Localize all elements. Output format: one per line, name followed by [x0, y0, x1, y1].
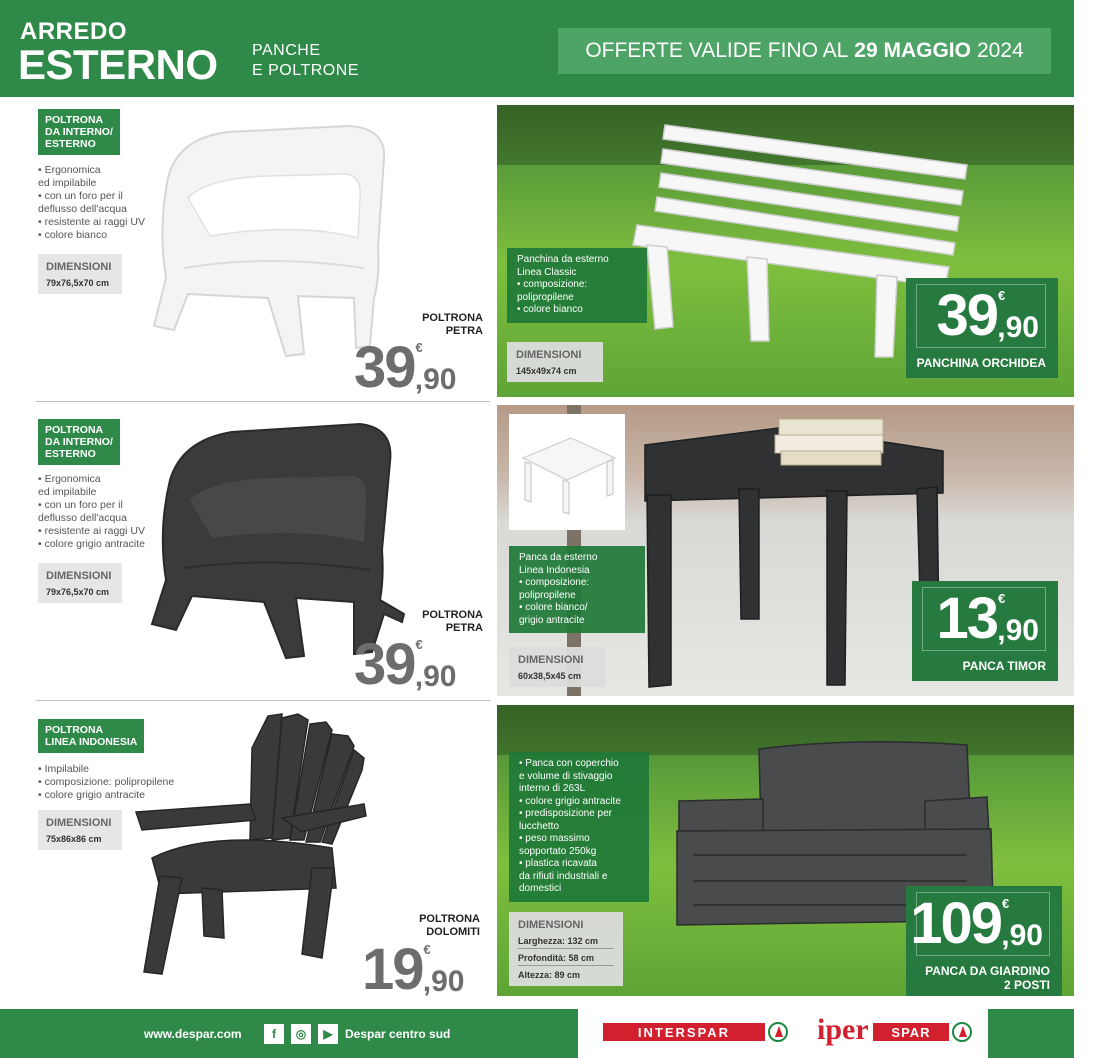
price-tag — [916, 284, 1046, 348]
price-box — [906, 278, 1058, 378]
dimensions-depth: Profondità: 58 cm — [518, 953, 614, 966]
brand-title-large: ESTERNO — [18, 41, 218, 88]
price-currency: € — [1002, 896, 1010, 911]
header-banner — [0, 0, 1074, 97]
description-line: • colore bianco — [517, 304, 583, 315]
price-tag — [354, 632, 457, 697]
description-line: da rifiuti industriali e — [519, 870, 608, 882]
product-description — [509, 752, 649, 902]
dimensions-title: DIMENSIONI — [46, 570, 112, 582]
description-line: polipropilene — [519, 589, 576, 601]
product-name: PANCA TIMOR — [962, 659, 1046, 673]
product-name-line1: POLTRONA — [419, 913, 480, 925]
spar-tree-icon — [952, 1022, 972, 1042]
price-currency: € — [998, 288, 1006, 303]
feature-line: ed impilabile — [38, 177, 97, 189]
dimensions-title: DIMENSIONI — [518, 654, 584, 666]
offer-date: 29 MAGGIO — [854, 39, 971, 62]
price-tag — [922, 587, 1046, 651]
description-line: Panchina da esterno — [517, 254, 609, 265]
dimensions-value: 145x49x74 cm — [516, 366, 577, 376]
product-description — [507, 248, 647, 323]
description-line: lucchetto — [519, 820, 560, 832]
brand-title-small: ARREDO — [20, 18, 128, 45]
section-divider — [36, 700, 490, 701]
tag-line: POLTRONA — [45, 724, 104, 736]
product-name-line1: POLTRONA — [422, 312, 483, 324]
price-decimal: ,90 — [997, 614, 1039, 647]
product-tag — [38, 109, 120, 155]
adirondack-chair-image — [132, 708, 372, 978]
product-inset-photo — [509, 414, 625, 530]
product-name-line2: PETRA — [445, 622, 483, 634]
social-handle: Despar centro sud — [345, 1027, 451, 1041]
books-image — [775, 419, 883, 465]
dimensions-box — [509, 912, 623, 986]
description-line: e volume di stivaggio — [519, 770, 613, 782]
description-line: interno di 263L — [519, 783, 586, 794]
product-tag — [38, 419, 120, 465]
price-tag — [354, 335, 457, 400]
price-integer: 19 — [362, 937, 423, 1002]
tag-line: LINEA INDONESIA — [45, 736, 138, 748]
dimensions-box — [38, 810, 122, 850]
product-features — [38, 473, 145, 551]
description-line: • composizione: — [519, 577, 590, 588]
website-link[interactable]: www.despar.com — [144, 1027, 242, 1041]
tag-line: ESTERNO — [45, 138, 96, 150]
product-name-line1: PANCA DA GIARDINO — [925, 964, 1050, 978]
description-line: • colore grigio antracite — [519, 795, 621, 807]
dimensions-title: DIMENSIONI — [518, 919, 584, 931]
dimensions-title: DIMENSIONI — [46, 817, 112, 829]
product-name-line2: PETRA — [445, 325, 483, 337]
feature-line: • colore grigio antracite — [38, 789, 145, 801]
price-integer: 39 — [936, 283, 998, 348]
description-line: grigio antracite — [519, 614, 585, 626]
feature-line: • colore grigio antracite — [38, 538, 145, 550]
tag-line: POLTRONA — [45, 424, 104, 436]
description-line: sopportato 250kg — [519, 845, 597, 857]
feature-line: • Ergonomica — [38, 473, 101, 485]
description-line: Panca da esterno — [519, 552, 598, 563]
feature-line: • Impilabile — [38, 763, 89, 775]
product-name: PANCHINA ORCHIDEA — [916, 356, 1046, 370]
product-name-line2: DOLOMITI — [426, 926, 480, 938]
feature-line: • con un foro per il — [38, 190, 123, 202]
price-currency: € — [415, 340, 423, 355]
category-subtitle-line2: E POLTRONE — [252, 62, 359, 79]
description-line: Linea Classic — [517, 266, 577, 278]
interspar-logo: INTERSPAR — [603, 1023, 765, 1041]
product-name-line2: 2 POSTI — [1003, 978, 1050, 992]
tag-line: ESTERNO — [45, 448, 96, 460]
white-armchair-image — [148, 118, 393, 358]
feature-line: deflusso dell'acqua — [38, 203, 127, 215]
anthracite-armchair-image — [148, 418, 406, 660]
price-integer: 39 — [354, 335, 415, 400]
description-line: • Panca con coperchio — [519, 758, 619, 769]
spar-tree-icon — [768, 1022, 788, 1042]
price-tag — [910, 891, 1050, 956]
tag-line: DA INTERNO/ — [45, 436, 113, 448]
dimensions-value: 79x76,5x70 cm — [46, 278, 110, 288]
price-decimal: ,90 — [414, 363, 457, 396]
product-name — [916, 964, 1050, 992]
price-decimal: ,90 — [422, 965, 465, 998]
feature-line: • colore bianco — [38, 229, 108, 241]
description-line: domestici — [519, 883, 562, 894]
garden-bench-photo — [497, 105, 1074, 397]
price-box — [912, 581, 1058, 681]
feature-line: • composizione: polipropilene — [38, 776, 175, 788]
feature-line: • Ergonomica — [38, 164, 101, 176]
product-tag — [38, 719, 144, 753]
description-line: • colore bianco/ — [519, 602, 588, 613]
description-line: Linea Indonesia — [519, 564, 590, 576]
description-line: • composizione: — [517, 279, 588, 290]
description-line: polipropilene — [517, 291, 574, 303]
dimensions-box — [38, 254, 122, 294]
dimensions-value: 79x76,5x70 cm — [46, 587, 110, 597]
product-features — [38, 164, 145, 242]
product-name — [400, 913, 480, 939]
feature-line: • resistente ai raggi UV — [38, 525, 145, 537]
patio-bench-photo — [497, 405, 1074, 696]
price-tag — [362, 937, 465, 1002]
price-currency: € — [423, 942, 431, 957]
price-decimal: ,90 — [414, 660, 457, 693]
feature-line: • resistente ai raggi UV — [38, 216, 145, 228]
price-decimal: ,90 — [1001, 919, 1043, 952]
category-subtitle-line1: PANCHE — [252, 42, 321, 59]
price-integer: 13 — [936, 586, 998, 651]
description-line: • plastica ricavata — [519, 858, 597, 869]
price-integer: 109 — [910, 891, 1002, 956]
dimensions-width: Larghezza: 132 cm — [518, 936, 614, 949]
price-integer: 39 — [354, 632, 415, 697]
offer-validity-banner — [558, 28, 1051, 74]
facebook-icon[interactable]: f — [264, 1024, 284, 1044]
category-subtitle — [252, 41, 359, 81]
side-strip — [1074, 0, 1096, 1058]
section-divider — [36, 401, 490, 402]
instagram-icon[interactable]: ◎ — [291, 1024, 311, 1044]
product-description — [509, 546, 645, 633]
dimensions-height: Altezza: 89 cm — [518, 970, 581, 980]
dimensions-box — [38, 563, 122, 603]
price-currency: € — [998, 591, 1006, 606]
dimensions-title: DIMENSIONI — [516, 349, 582, 361]
white-bench-inset-image — [509, 414, 625, 530]
dimensions-box — [509, 647, 605, 687]
description-line: • predisposizione per — [519, 808, 612, 819]
offer-year: 2024 — [976, 39, 1024, 62]
description-line: • peso massimo — [519, 833, 590, 844]
price-box — [906, 886, 1062, 996]
storage-bench-photo — [497, 705, 1074, 996]
dimensions-title: DIMENSIONI — [46, 261, 112, 273]
dimensions-value: 60x38,5x45 cm — [518, 671, 582, 681]
dimensions-value: 75x86x86 cm — [46, 834, 102, 844]
tag-line: DA INTERNO/ — [45, 126, 113, 138]
product-name-line1: POLTRONA — [422, 609, 483, 621]
feature-line: • con un foro per il — [38, 499, 123, 511]
tag-line: POLTRONA — [45, 114, 104, 126]
feature-line: deflusso dell'acqua — [38, 512, 127, 524]
price-currency: € — [415, 637, 423, 652]
youtube-icon[interactable]: ▶ — [318, 1024, 338, 1044]
iperspar-logo-prefix: iper — [817, 1013, 869, 1046]
dimensions-box — [507, 342, 603, 382]
price-decimal: ,90 — [997, 311, 1039, 344]
iperspar-logo-suffix: SPAR — [873, 1023, 949, 1041]
offer-text: OFFERTE VALIDE FINO AL — [585, 39, 849, 62]
feature-line: ed impilabile — [38, 486, 97, 498]
